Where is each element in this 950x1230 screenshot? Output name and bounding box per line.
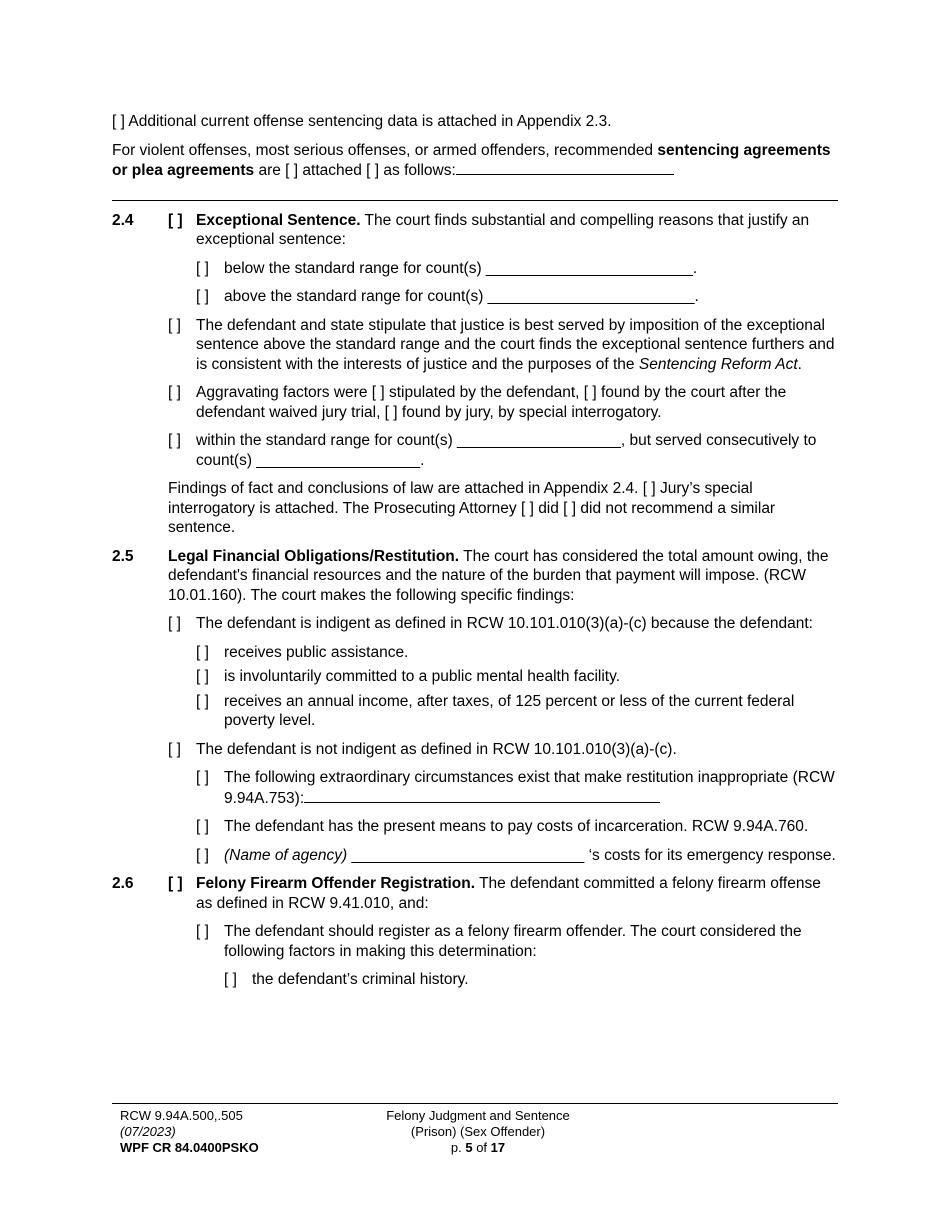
appendix-2-3-line: [ ] Additional current offense sentencing data is attached in Appendix 2.3. bbox=[112, 113, 612, 130]
footer-rcw: RCW 9.94A.500,.505 bbox=[120, 1108, 243, 1123]
findings-paragraph: Findings of fact and conclusions of law are attached in Appendix 2.4. [ ] Jury’s special interrogatory is attached. The Prosecuting Attorney [ ] did [ ] did not recommend a similar sentence. bbox=[168, 480, 776, 536]
firearm-registration-heading: Felony Firearm Offender Registration. The defendant committed a felony firearm offense as defined in RCW 9.41.010, and: bbox=[196, 875, 821, 912]
footer-subtitle: (Prison) (Sex Offender) bbox=[410, 1124, 546, 1139]
checkbox[interactable]: [ ] bbox=[196, 692, 209, 710]
checkbox[interactable]: [ ] bbox=[168, 211, 183, 229]
page-number: p. 5 of 17 bbox=[450, 1140, 506, 1155]
violent-offenses-paragraph: For violent offenses, most serious offenses, or armed offenders, recommended sentencing agreements or plea agreements are [ ] attached [ ] as follows: bbox=[112, 141, 831, 179]
section-number: 2.5 bbox=[112, 547, 134, 565]
stipulation-paragraph: The defendant and state stipulate that justice is best served by imposition of the exceptional sentence above the standard range and the court finds the exceptional sentence furthers and is consistent with the interests of justice and the purposes of the Sentencing Reform Act. bbox=[196, 316, 835, 373]
checkbox[interactable]: [ ] bbox=[196, 288, 209, 305]
as-follows-blank[interactable] bbox=[456, 160, 674, 175]
checkbox[interactable]: [ ] bbox=[196, 668, 209, 685]
extraordinary-circumstances: The following extraordinary circumstances exist that make restitution inappropriate (RCW 9.94A.753): bbox=[224, 769, 835, 807]
checkbox[interactable]: [ ] bbox=[196, 769, 209, 786]
exceptional-sentence-heading: Exceptional Sentence. The court finds substantial and compelling reasons that justify an exceptional sentence: bbox=[196, 211, 810, 248]
footer-form-number: WPF CR 84.0400PSKO bbox=[120, 1140, 259, 1155]
below-standard-range: below the standard range for count(s) ________________________. bbox=[224, 259, 698, 277]
involuntarily-committed: is involuntarily committed to a public mental health facility. bbox=[224, 668, 620, 685]
checkbox[interactable]: [ ] bbox=[168, 432, 181, 449]
checkbox[interactable]: [ ] bbox=[168, 875, 183, 892]
not-indigent-finding: The defendant is not indigent as defined in RCW 10.101.010(3)(a)-(c). bbox=[196, 740, 677, 758]
checkbox[interactable]: [ ] bbox=[224, 971, 237, 988]
should-register: The defendant should register as a felony firearm offender. The court considered the following factors in making this determination: bbox=[224, 923, 802, 960]
page-footer bbox=[112, 1103, 838, 1155]
checkbox[interactable]: [ ] bbox=[196, 923, 209, 940]
checkbox[interactable]: [ ] bbox=[168, 740, 181, 758]
public-assistance: receives public assistance. bbox=[224, 643, 409, 661]
footer-left bbox=[120, 1108, 259, 1156]
aggravating-factors: Aggravating factors were [ ] stipulated by the defendant, [ ] found by the court after the defendant waived jury trial, [ ] found by jury, by special interrogatory. bbox=[196, 384, 787, 421]
section-2-6 bbox=[112, 874, 838, 999]
checkbox[interactable]: [ ] bbox=[196, 643, 209, 661]
section-number: 2.6 bbox=[112, 875, 134, 892]
section-divider bbox=[112, 200, 838, 201]
checkbox[interactable]: [ ] bbox=[196, 846, 209, 864]
footer-date: (07/2023) bbox=[120, 1124, 176, 1139]
within-standard-range: within the standard range for count(s) ___________________, but served consecutively to count(s) ___________________. bbox=[196, 432, 817, 469]
checkbox[interactable]: [ ] bbox=[168, 384, 181, 401]
legal-financial-obligations-heading: Legal Financial Obligations/Restitution. The court has considered the total amount owing, the defendant's financial resources and the nature of the burden that payment will impose. (RCW 10.01.160). The court makes the following specific findings: bbox=[168, 547, 829, 604]
document-body bbox=[112, 112, 838, 999]
checkbox[interactable]: [ ] bbox=[168, 316, 181, 334]
section-number: 2.4 bbox=[112, 211, 134, 229]
section-2-4 bbox=[112, 211, 838, 547]
checkbox[interactable]: [ ] bbox=[168, 615, 181, 632]
indigent-finding: The defendant is indigent as defined in RCW 10.101.010(3)(a)-(c) because the defendant: bbox=[196, 615, 813, 632]
footer-center bbox=[378, 1108, 578, 1156]
extraordinary-blank[interactable] bbox=[304, 788, 660, 803]
section-2-5 bbox=[112, 547, 838, 875]
footer-title: Felony Judgment and Sentence bbox=[386, 1108, 570, 1123]
checkbox[interactable]: [ ] bbox=[196, 259, 209, 277]
criminal-history: the defendant’s criminal history. bbox=[252, 971, 469, 988]
agency-emergency-costs: (Name of agency) ___________________________ ‘s costs for its emergency response. bbox=[224, 846, 836, 864]
above-standard-range: above the standard range for count(s) ________________________. bbox=[224, 288, 699, 305]
annual-income: receives an annual income, after taxes, of 125 percent or less of the current federal poverty level. bbox=[224, 692, 795, 729]
checkbox[interactable]: [ ] bbox=[196, 818, 209, 835]
present-means: The defendant has the present means to pay costs of incarceration. RCW 9.94A.760. bbox=[224, 818, 809, 835]
